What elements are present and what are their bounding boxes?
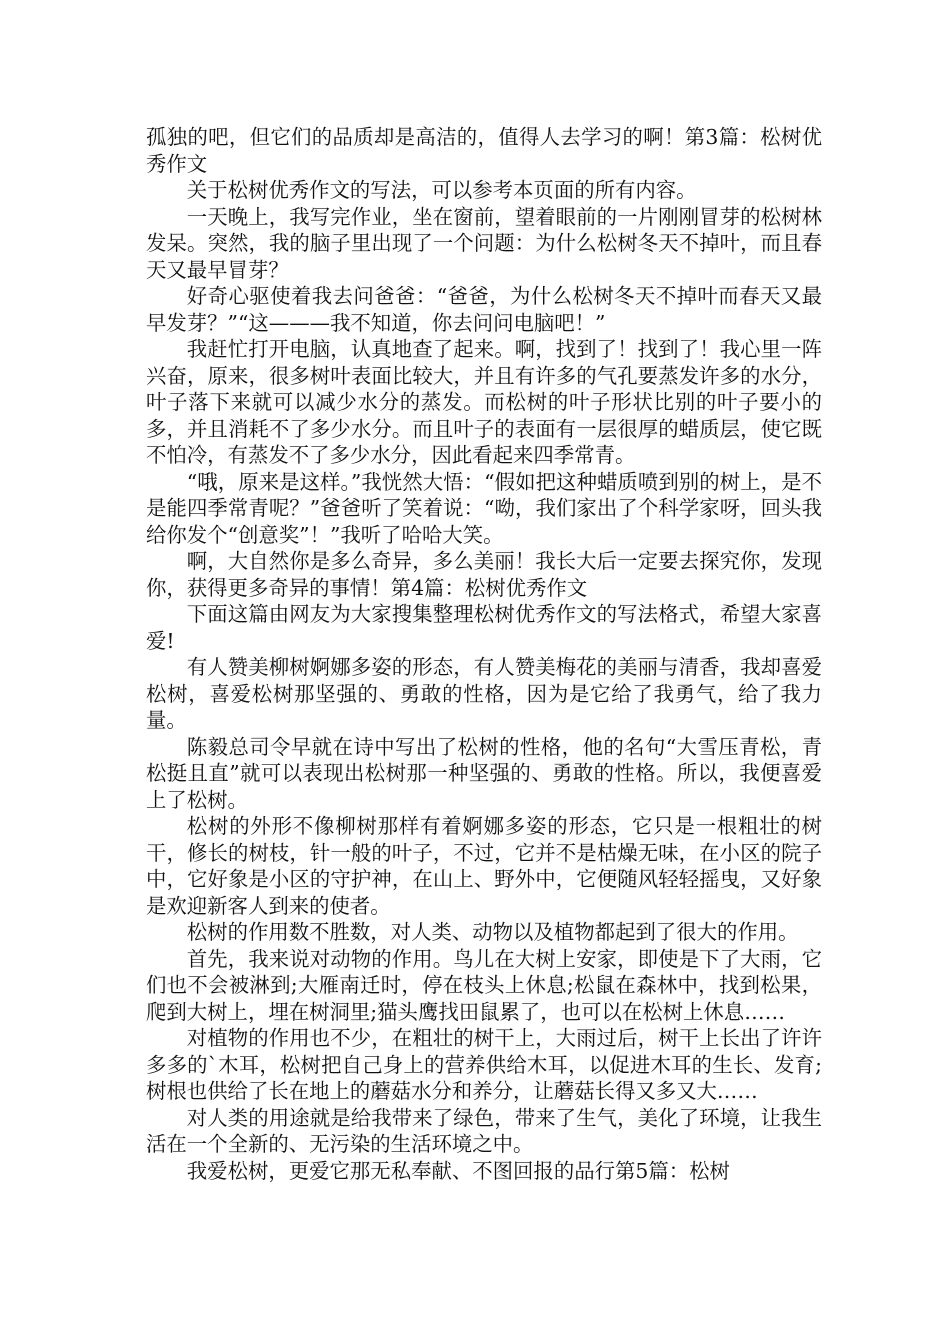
paragraph: 松树的外形不像柳树那样有着婀娜多姿的形态，它只是一根粗壮的树干，修长的树枝，针一般的叶子，不过，它并不是枯燥无味，在小区的院子中，它好象是小区的守护神，在山上、野外中，它便随风轻轻摇曳，又好象是欢迎新客人到来的使者。 bbox=[146, 814, 822, 918]
paragraph: 关于松树优秀作文的写法，可以参考本页面的所有内容。 bbox=[186, 178, 697, 202]
paragraph: 陈毅总司令早就在诗中写出了松树的性格，他的名句“大雪压青松，青松挺且直”就可以表现出松树那一种坚强的、勇敢的性格。所以，我便喜爱上了松树。 bbox=[146, 734, 822, 812]
article-body bbox=[146, 124, 822, 1184]
paragraph: “哦，原来是这样。”我恍然大悟：“假如把这种蜡质喷到别的树上，是不是能四季常青呢？”爸爸听了笑着说：“呦，我们家出了个科学家呀，回头我给你发个“创意奖”！”我听了哈哈大笑。 bbox=[146, 469, 822, 547]
paragraph-continuation: 孤独的吧，但它们的品质却是高洁的，值得人去学习的啊！第3篇：松树优秀作文 bbox=[146, 125, 822, 176]
paragraph: 好奇心驱使着我去问爸爸：“爸爸，为什么松树冬天不掉叶而春天又最早发芽？”“这———我不知道，你去问问电脑吧！” bbox=[146, 284, 822, 335]
paragraph: 我赶忙打开电脑，认真地查了起来。啊，找到了！找到了！我心里一阵兴奋，原来，很多树叶表面比较大，并且有许多的气孔要蒸发许多的水分，叶子落下来就可以减少水分的蒸发。而松树的叶子形状比别的叶子要小的多，并且消耗不了多少水分。而且叶子的表面有一层很厚的蜡质层，使它既不怕冷，有蒸发不了多少水分，因此看起来四季常青。 bbox=[146, 337, 822, 467]
paragraph: 一天晚上，我写完作业，坐在窗前，望着眼前的一片刚刚冒芽的松树林发呆。突然，我的脑子里出现了一个问题：为什么松树冬天不掉叶，而且春天又最早冒芽？ bbox=[146, 204, 822, 282]
paragraph: 啊，大自然你是多么奇异，多么美丽！我长大后一定要去探究你，发现你，获得更多奇异的事情！第4篇：松树优秀作文 bbox=[146, 549, 822, 600]
paragraph: 有人赞美柳树婀娜多姿的形态，有人赞美梅花的美丽与清香，我却喜爱松树，喜爱松树那坚强的、勇敢的性格，因为是它给了我勇气，给了我力量。 bbox=[146, 655, 822, 732]
paragraph: 对植物的作用也不少，在粗壮的树干上，大雨过后，树干上长出了许许多多的`木耳，松树把自己身上的营养供给木耳，以促进木耳的生长、发育;树根也供给了长在地上的蘑菇水分和养分，让蘑菇长得又多又大…… bbox=[146, 1026, 822, 1103]
paragraph: 首先，我来说对动物的作用。鸟儿在大树上安家，即使是下了大雨，它们也不会被淋到;大雁南迁时，停在枝头上休息;松鼠在森林中，找到松果，爬到大树上，埋在树洞里;猫头鹰找田鼠累了，也可以在松树上休息…… bbox=[146, 946, 822, 1024]
paragraph: 我爱松树，更爱它那无私奉献、不图回报的品行第5篇：松树 bbox=[186, 1158, 730, 1183]
paragraph: 松树的作用数不胜数，对人类、动物以及植物都起到了很大的作用。 bbox=[186, 920, 799, 944]
paragraph: 对人类的用途就是给我带来了绿色，带来了生气，美化了环境，让我生活在一个全新的、无污染的生活环境之中。 bbox=[146, 1105, 822, 1156]
paragraph: 下面这篇由网友为大家搜集整理松树优秀作文的写法格式，希望大家喜爱! bbox=[146, 602, 822, 653]
